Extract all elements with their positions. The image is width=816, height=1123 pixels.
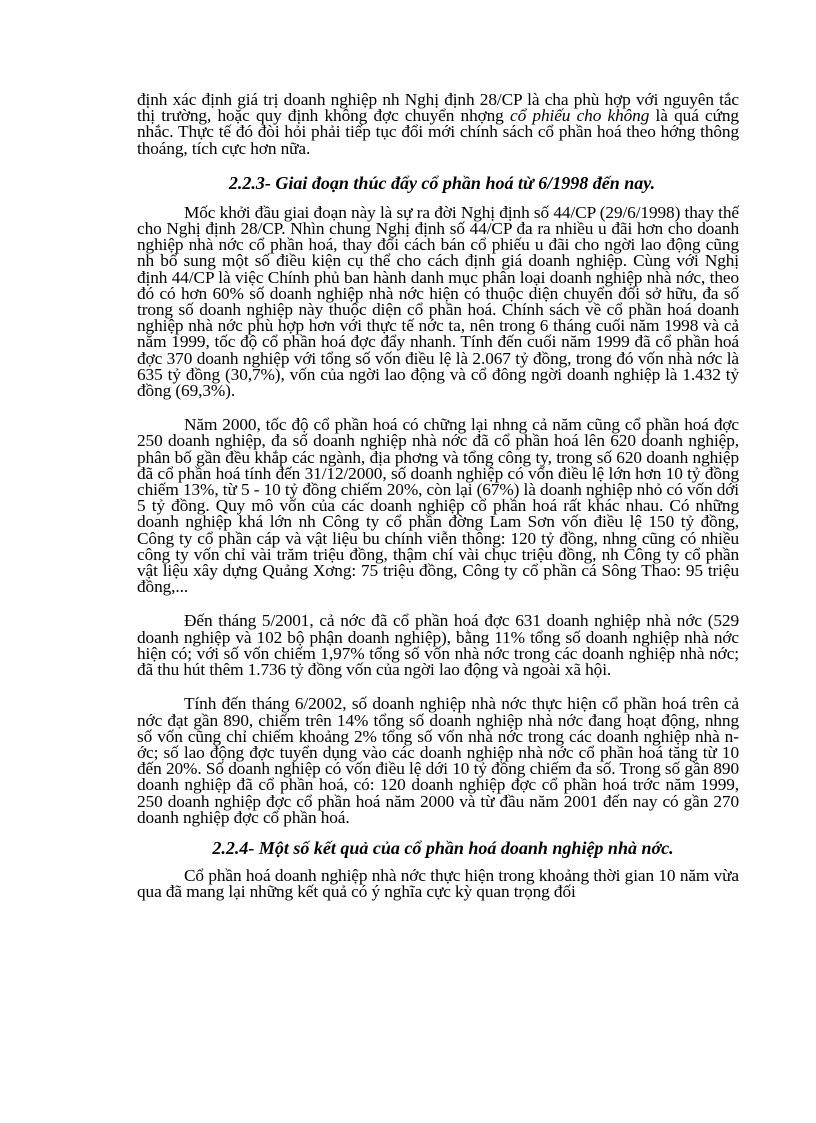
- paragraph: Tính đến tháng 6/2002, số doanh nghiệp nhà nớc thực hiện cổ phần hoá trên cả nớc đạt gần 890, chiếm trên 14% tổng số doanh nghiệp nhà nớc đang hoạt động, nhng số vốn cũng chỉ chiếm khoảng 2% tổng số vốn nhà nớc trong các doanh nghiệp nhà nớc; số lao động đợc tuyển dụng vào các doanh nghiệp nhà nớc cổ phần hoá tăng từ 10 đến 20%. Số doanh nghiệp có vốn điều lệ dới 10 tỷ đồng chiếm đa số. Trong số gần 890 doanh nghiệp đã cổ phần hoá, có: 120 doanh nghiệp đợc cổ phần hoá trớc năm 1999, 250 doanh nghiệp đợc cổ phần hoá năm 2000 và từ đầu năm 2001 đến nay có gần 270 doanh nghiệp đợc cổ phần hoá.: [137, 694, 739, 827]
- paragraph: Cổ phần hoá doanh nghiệp nhà nớc thực hiện trong khoảng thời gian 10 năm vừa qua đã mang lại những kết quả có ý nghĩa cực kỳ quan trọng đối: [137, 865, 739, 902]
- document-page: [137, 92, 739, 900]
- paragraph: Năm 2000, tốc độ cổ phần hoá có chững lại nhng cả năm cũng cổ phần hoá đợc 250 doanh nghiệp, đa số doanh nghiệp nhà nớc đã cổ phần hoá lên 620 doanh nghiệp, phân bố gần đều khắp các ngành, địa phơng và tổng công ty, trong số 620 doanh nghiệp đã cổ phần hoá tính đến 31/12/2000, số doanh nghiệp có vốn điều lệ lớn hơn 10 tỷ đồng chiếm 13%, từ 5 - 10 tỷ đồng chiếm 20%, còn lại (67%) là doanh nghiệp nhỏ có vốn dới 5 tỷ đồng. Quy mô vốn của các doanh nghiệp cổ phần hoá rất khác nhau. Có những doanh nghiệp khá lớn nh Công ty cổ phần đờng Lam Sơn vốn điều lệ 150 tỷ đồng, Công ty cổ phần cáp và vật liệu bu chính viễn thông: 120 tỷ đồng, nhng cũng có nhiều công ty vốn chỉ vài trăm triệu đồng, thậm chí vài chục triệu đồng, nh Công ty cổ phần vật liệu xây dựng Quảng Xơng: 75 triệu đồng, Công ty cổ phần cá Sông Thao: 95 triệu đồng,...: [137, 415, 739, 597]
- paragraph: Mốc khởi đầu giai đoạn này là sự ra đời Nghị định số 44/CP (29/6/1998) thay thế cho Nghị định 28/CP. Nhìn chung Nghị định số 44/CP đa ra nhiều u đãi hơn cho doanh nghiệp nhà nớc cổ phần hoá, thay đổi cách bán cổ phiếu u đãi cho ngời lao động cũng nh bổ sung một số điều kiện cụ thể cho cách định giá doanh nghiệp. Cùng với Nghị định 44/CP là việc Chính phủ ban hành danh mục phân loại doanh nghiệp nhà nớc, theo đó có hơn 60% số doanh nghiệp nhà nớc hiện có thuộc diện chuyển đổi sở hữu, đa số trong số doanh nghiệp này thuộc diện cổ phần hoá. Chính sách về cổ phần hoá doanh nghiệp nhà nớc phù hợp hơn với thực tế nớc ta, nên trong 6 tháng cuối năm 1998 và cả năm 1999, tốc độ cổ phần hoá đợc đẩy nhanh. Tính đến cuối năm 1999 đã cổ phần hoá đợc 370 doanh nghiệp với tổng số vốn điều lệ là 2.067 tỷ đồng, trong đó vốn nhà nớc là 635 tỷ đồng (30,7%), vốn của ngời lao động và cổ đông ngời doanh nghiệp là 1.432 tỷ đồng (69,3%).: [137, 202, 739, 401]
- italic-phrase: cổ phiếu cho không: [510, 106, 650, 126]
- paragraph: Đến tháng 5/2001, cả nớc đã cổ phần hoá đợc 631 doanh nghiệp nhà nớc (529 doanh nghiệp và 102 bộ phận doanh nghiệp), bằng 11% tổng số doanh nghiệp nhà nớc hiện có; với số vốn chiếm 1,97% tổng số vốn nhà nớc trong các doanh nghiệp nhà nớc; đã thu hút thêm 1.736 tỷ đồng vốn của ngời lao động và ngoài xã hội.: [137, 611, 739, 680]
- paragraph-continuation: [137, 92, 739, 157]
- paragraph-text: định xác định giá trị doanh nghiệp nh Nghị định 28/CP là cha phù hợp với nguyên tắc thị trường, hoặc quy định không đợc chuyển nhợng: [137, 90, 739, 126]
- paragraph-text: là quá cứng nhắc. Thực tế đó đòi hỏi phải tiếp tục đổi mới chính sách cổ phần hoá theo hớng thông thoáng, tích cực hơn nữa.: [137, 106, 739, 158]
- section-heading-2-2-4: 2.2.4- Một số kết quả của cổ phần hoá doanh nghiệp nhà nớc.: [212, 837, 674, 858]
- section-heading-2-2-3: 2.2.3- Giai đoạn thúc đẩy cổ phần hoá từ 6/1998 đến nay.: [228, 172, 656, 193]
